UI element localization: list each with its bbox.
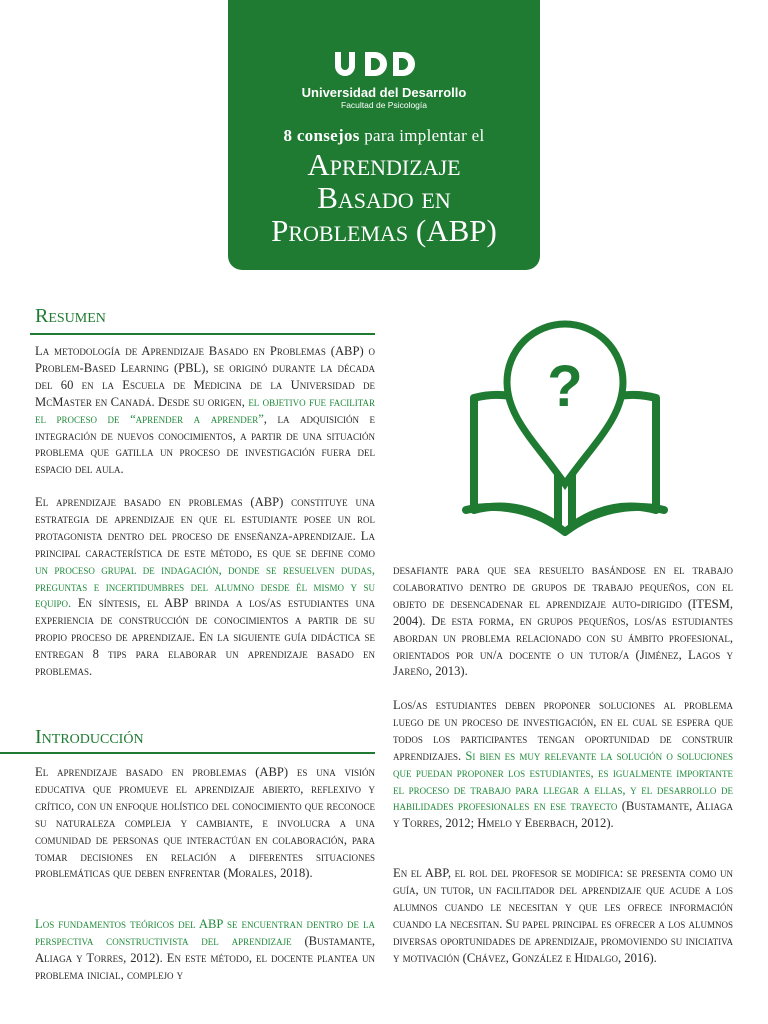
question-mark: ? [547, 354, 583, 419]
resumen-rule [30, 333, 375, 335]
subtitle-bold: 8 consejos [283, 126, 360, 145]
faculty-name: Facultad de Psicología [341, 100, 427, 110]
resumen-p2-text-b: En síntesis, el ABP brinda a los/as estudiantes una experiencia de construcción de conocimientos a partir de su propio proceso de aprendizaje. En la siguiente guía didáctica se entregan 8 tips para elaborar un aprendizaje basado en problemas. [35, 596, 375, 679]
udd-logo-mark-icon [329, 50, 439, 78]
right-paragraph-1: desafiante para que sea resuelto basándose en el trabajo colaborativo dentro de grupos de trabajo pequeños, con el objeto de desencadenar el aprendizaje auto-dirigido (ITESM, 2004). De esta forma, en grupos pequeños, los/as estudiantes abordan un problema relacionado con su ámbito profesional, orientados por un/a docente o un tutor/a (Jiménez, Lagos y Jareño, 2013). [393, 563, 733, 679]
introduccion-p2-text: (Bustamante, Aliaga y Torres, 2012). En este método, el docente plantea un problema inicial, complejo y [35, 933, 375, 982]
subtitle-rest: para implentar el [359, 126, 485, 145]
right-paragraph-2 [393, 697, 733, 832]
header-banner [228, 0, 540, 270]
right-p2-text-b: (Bustamante, Aliaga y Torres, 2012; Hmelo y Eberbach, 2012). [393, 799, 733, 831]
right-paragraph-3: En el ABP, el rol del profesor se modifica: se presenta como un guía, un tutor, un facilitador del aprendizaje que acude a los alumnos cuando le necesitan y que les ofrece información cuando la necesitan. Su papel principal es ofrecer a los alumnos diversas oportunidades de aprendizaje, promoviendo su iniciativa y motivación (Chávez, González e Hidalgo, 2016). [393, 866, 733, 965]
introduccion-rule [0, 752, 375, 754]
university-logo [228, 50, 540, 110]
resumen-p2-highlight: un proceso grupal de indagación, donde se resuelven dudas, preguntas e incertidumbres del alumno desde él mismo y su equipo. [35, 562, 375, 611]
introduccion-paragraph-1: El aprendizaje basado en problemas (ABP) es una visión educativa que promueve el aprendizaje abierto, reflexivo y crítico, con un enfoque holístico del conocimiento que reconoce su naturaleza compleja y cambiante, e involucra a una comunidad de personas que interactúan en colaboración, para tomar decisiones en relación a diferentes situaciones problemáticas que deben enfrentar (Morales, 2018). [35, 765, 375, 881]
introduccion-heading: Introducción [35, 726, 144, 748]
page-title [228, 148, 540, 247]
resumen-paragraph-1 [35, 343, 375, 478]
title-line-1: Aprendizaje [307, 147, 461, 182]
resumen-p1-text-a: La metodología de Aprendizaje Basado en Problemas (ABP) o Problem-Based Learning (PBL), se originó durante la década del 60 en la Escuela de Medicina de la Universidad de McMaster en Canadá. Desde su origen, [35, 344, 375, 409]
resumen-heading: Resumen [35, 305, 106, 327]
title-line-2: Basado en [317, 180, 451, 215]
university-name: Universidad del Desarrollo [301, 85, 467, 100]
introduccion-paragraph-2 [35, 916, 375, 984]
introduccion-p2-highlight: Los fundamentos teóricos del ABP se encuentran dentro de la perspectiva constructivista del aprendizaje [35, 917, 375, 948]
title-line-3: Problemas (ABP) [271, 213, 497, 248]
resumen-p1-highlight: el objetivo fue facilitar el proceso de “aprender a aprender” [35, 394, 375, 426]
resumen-paragraph-2 [35, 494, 375, 680]
right-p2-text-a: Los/as estudiantes deben proponer soluciones al problema luego de un proceso de investigación, en el cual se espera que todos los participantes tengan oportunidad de construir aprendizajes. [393, 698, 733, 763]
right-p2-highlight: Si bien es muy relevante la solución o soluciones que puedan proponer los estudiantes, es igualmente importante el proceso de trabajo para llegar a ellas, y el desarrollo de habilidades profesionales en ese trayecto [393, 748, 733, 814]
resumen-p2-text-a: El aprendizaje basado en problemas (ABP) constituye una estrategia de aprendizaje en que el estudiante posee un rol protagonista dentro del proceso de enseñanza-aprendizaje. La principal característica de este método, es que se define como [35, 495, 375, 560]
header-subtitle [228, 126, 540, 146]
book-question-pin-icon [460, 306, 670, 542]
resumen-p1-text-b: , la adquisición e integración de nuevos conocimientos, a partir de una situación problema que gatilla un proceso de investigación fuera del espacio del aula. [35, 411, 375, 477]
